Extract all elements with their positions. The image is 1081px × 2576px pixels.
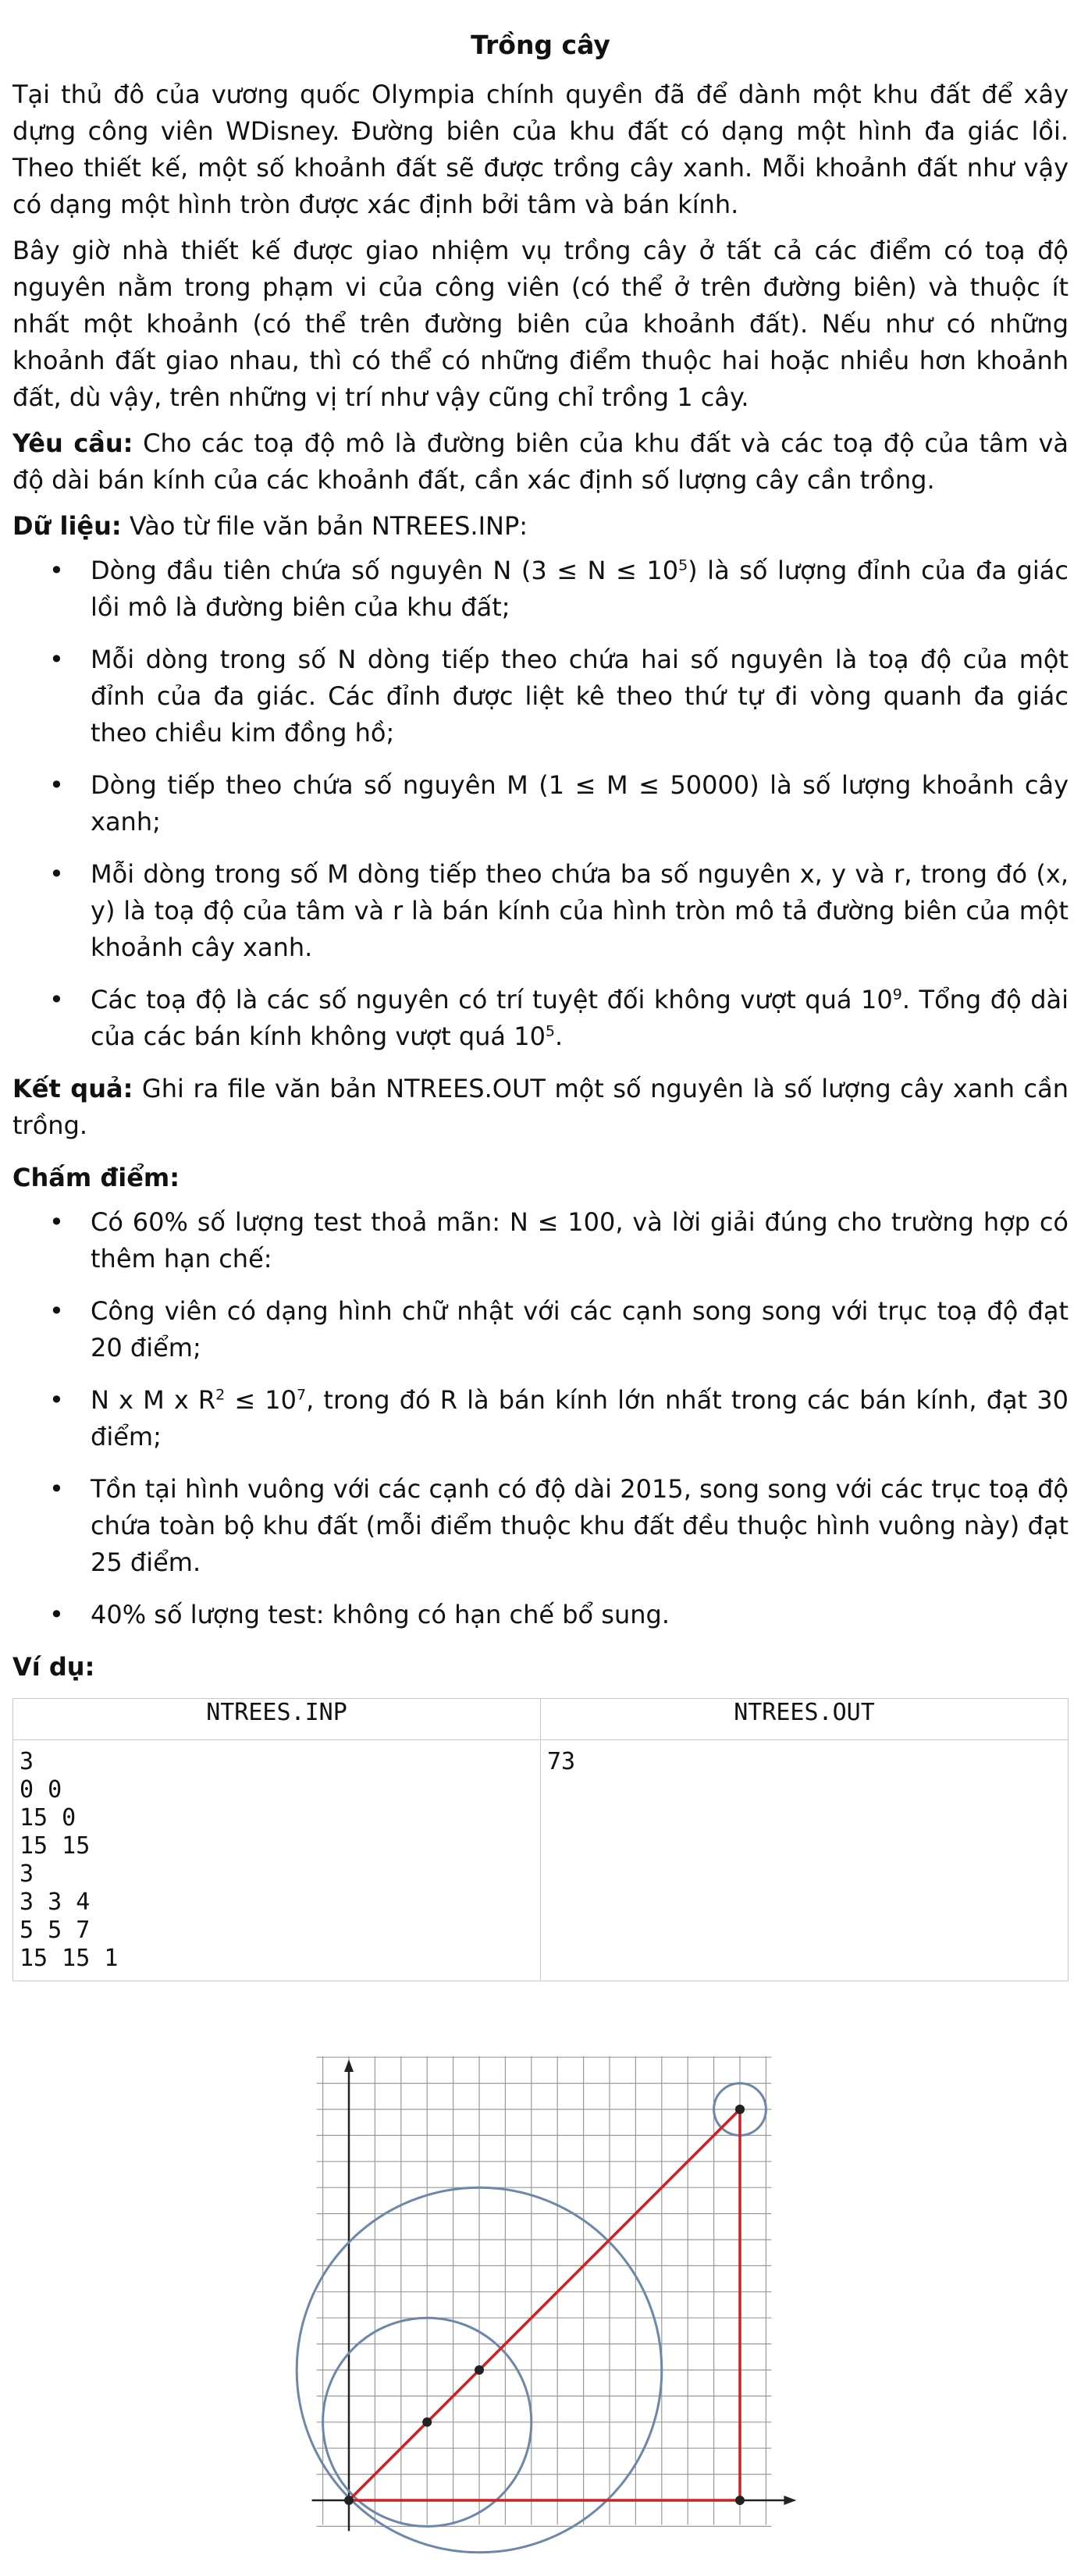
requirement-text: Cho các toạ độ mô là đường biên của khu đất và các toạ độ của tâm và độ dài bán kính của các khoảnh đất, cần xác định số lượng cây cần trồng. — [12, 428, 1069, 495]
input-bullet-5: • Các toạ độ là các số nguyên có trí tuyệt đối không vượt quá $10^9$. Tổng độ dài của các bán kính không vượt quá $10^5$. — [12, 982, 1069, 1055]
scoring-heading: Chấm điểm: — [12, 1163, 180, 1192]
circle-center-point — [735, 2105, 745, 2114]
output-text: Ghi ra file văn bản NTREES.OUT một số nguyên là số lượng cây xanh cần trồng. — [12, 1074, 1069, 1140]
example-heading: Ví dụ: — [12, 1652, 95, 1682]
requirement-paragraph — [12, 425, 1069, 499]
example-input-cell — [13, 1740, 541, 1981]
polygon-vertex-point — [344, 2496, 354, 2505]
example-output-header: NTREES.OUT — [541, 1699, 1069, 1740]
y-axis-arrow — [344, 2059, 354, 2072]
input-bullet-list — [12, 553, 1069, 1055]
requirement-label: Yêu cầu: — [12, 428, 133, 458]
scoring-bullet-3: • N x M x $R^2 \le 10^7$, trong đó R là bán kính lớn nhất trong các bán kính, đạt 30 điểm; — [12, 1382, 1069, 1455]
output-line: 73 — [547, 1748, 576, 1775]
circle-center-point — [422, 2418, 432, 2427]
grid-figure-svg — [0, 2056, 1081, 2573]
input-line: 0 0 — [20, 1776, 62, 1803]
input-line: 15 15 1 — [20, 1945, 119, 1972]
scoring-bullet-list — [12, 1204, 1069, 1633]
input-bullet-1: • Dòng đầu tiên chứa số nguyên N $(3 \le N \le 10^5)$ là số lượng đỉnh của đa giác lồi mô là đường biên của khu đất; — [12, 553, 1069, 626]
intro-paragraph-2: Bây giờ nhà thiết kế được giao nhiệm vụ trồng cây ở tất cả các điểm có toạ độ nguyên nằm trong phạm vi của công viên (có thể ở trên đường biên) và thuộc ít nhất một khoảnh (có thể trên đường biên của khoảnh đất). Nếu như có những khoảnh đất giao nhau, thì có thể có những điểm thuộc hai hoặc nhiều hơn khoảnh đất, dù vậy, trên những vị trí như vậy cũng chỉ trồng 1 cây. — [12, 236, 1069, 412]
x-axis-arrow — [784, 2496, 796, 2505]
input-line: 3 3 4 — [20, 1888, 91, 1916]
input-line: 3 — [20, 1748, 34, 1775]
example-table — [12, 1698, 1069, 1981]
input-text: Vào từ file văn bản NTREES.INP: — [121, 511, 528, 541]
scoring-bullet-4: • Tồn tại hình vuông với các cạnh có độ dài 2015, song song với các trục toạ độ chứa toàn bộ khu đất (mỗi điểm thuộc khu đất đều thuộc hình vuông này) đạt 25 điểm. — [12, 1471, 1069, 1581]
polygon-vertex-point — [735, 2496, 745, 2505]
intro-paragraph-1: Tại thủ đô của vương quốc Olympia chính quyền đã để dành một khu đất để xây dựng công viên WDisney. Đường biên của khu đất có dạng một hình đa giác lồi. Theo thiết kế, một số khoảnh đất sẽ được trồng cây xanh. Mỗi khoảnh đất như vậy có dạng một hình tròn được xác định bởi tâm và bán kính. — [12, 80, 1069, 219]
example-output-cell — [541, 1740, 1069, 1981]
output-label: Kết quả: — [12, 1074, 133, 1103]
input-line: 15 15 — [20, 1832, 91, 1860]
park-boundary — [349, 2109, 740, 2500]
problem-statement — [12, 0, 1069, 1981]
circle-center-point — [475, 2365, 484, 2375]
input-label: Dữ liệu: — [12, 511, 122, 541]
example-data-row — [13, 1740, 1069, 1981]
scoring-bullet-1: • Có 60% số lượng test thoả mãn: N ≤ 100, và lời giải đúng cho trường hợp có thêm hạn chế: — [12, 1204, 1069, 1277]
scoring-bullet-2: • Công viên có dạng hình chữ nhật với các cạnh song song với trục toạ độ đạt 20 điểm; — [12, 1293, 1069, 1366]
example-figure — [0, 2056, 1081, 2573]
input-line: 5 5 7 — [20, 1917, 91, 1944]
problem-title: Trồng cây — [471, 30, 610, 60]
output-paragraph — [12, 1071, 1069, 1144]
input-bullet-3: • Dòng tiếp theo chứa số nguyên M (1 ≤ M ≤ 50000) là số lượng khoảnh cây xanh; — [12, 767, 1069, 840]
input-paragraph — [12, 508, 1069, 545]
example-input-header: NTREES.INP — [13, 1699, 541, 1740]
input-bullet-2: • Mỗi dòng trong số N dòng tiếp theo chứa hai số nguyên là toạ độ của một đỉnh của đa giác. Các đỉnh được liệt kê theo thứ tự đi vòng quanh đa giác theo chiều kim đồng hồ; — [12, 641, 1069, 751]
input-bullet-4: • Mỗi dòng trong số M dòng tiếp theo chứa ba số nguyên x, y và r, trong đó (x, y) là toạ độ của tâm và r là bán kính của hình tròn mô tả đường biên của một khoảnh cây xanh. — [12, 856, 1069, 966]
example-header-row — [13, 1699, 1069, 1740]
input-line: 15 0 — [20, 1804, 76, 1832]
input-line: 3 — [20, 1860, 34, 1888]
scoring-bullet-5: • 40% số lượng test: không có hạn chế bổ sung. — [12, 1597, 1069, 1633]
